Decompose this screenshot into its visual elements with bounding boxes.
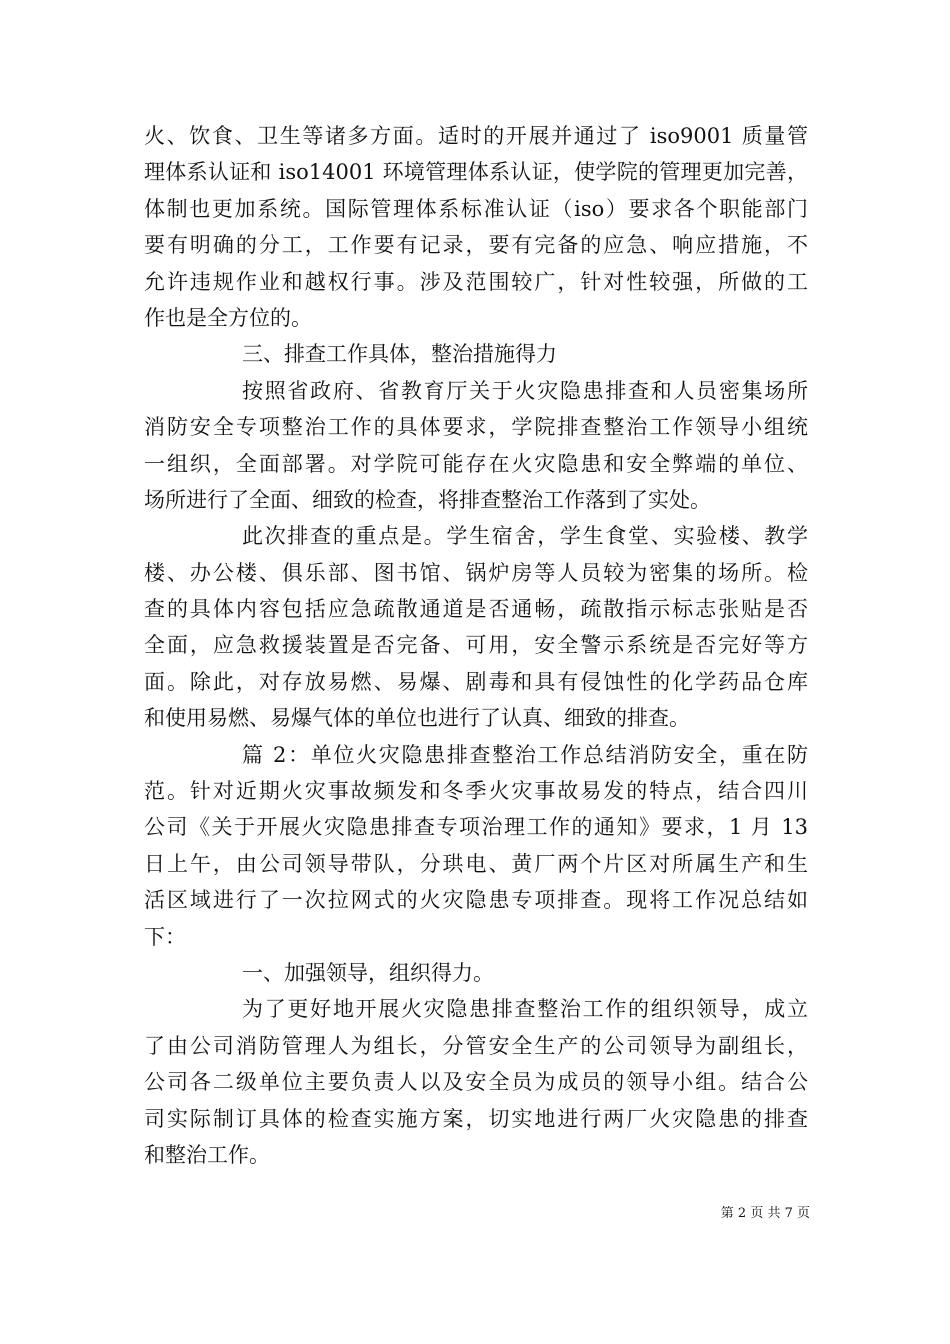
paragraph-line: 公司《关于开展火灾隐患排查专项治理工作的通知》要求，1 月 13 [144,815,808,840]
section-heading: 一、加强领导，组织得力。 [242,960,494,985]
paragraph-line: 日上午，由公司领导带队，分珙电、黄厂两个片区对所属生产和生 [144,851,808,876]
paragraph-line: 篇 2：单位火灾隐患排查整治工作总结消防安全，重在防 [242,742,808,767]
paragraph-line: 楼、办公楼、俱乐部、图书馆、锅炉房等人员较为密集的场所。检 [144,560,808,585]
paragraph-line: 场所进行了全面、细致的检查，将排查整治工作落到了实处。 [144,487,711,512]
paragraph-line: 体制也更加系统。国际管理体系标准认证（iso）要求各个职能部门 [144,196,808,221]
paragraph-line: 和整治工作。 [144,1142,270,1167]
paragraph-line: 火、饮食、卫生等诸多方面。适时的开展并通过了 iso9001 质量管 [144,124,808,148]
paragraph-line: 允许违规作业和越权行事。涉及范围较广，针对性较强，所做的工 [144,269,808,294]
paragraph-line: 全面，应急救援装置是否完备、可用，安全警示系统是否完好等方 [144,633,808,658]
paragraph-line: 范。针对近期火灾事故频发和冬季火灾事故易发的特点，结合四川 [144,779,808,804]
paragraph-line: 一组织，全面部署。对学院可能存在火灾隐患和安全弊端的单位、 [144,451,808,476]
paragraph-line: 为了更好地开展火灾隐患排查整治工作的组织领导，成立 [242,997,808,1022]
paragraph-line: 作也是全方位的。 [144,305,312,330]
paragraph-line: 消防安全专项整治工作的具体要求，学院排查整治工作领导小组统 [144,415,808,440]
paragraph-line: 下： [144,924,186,949]
paragraph-line: 活区域进行了一次拉网式的火灾隐患专项排查。现将工作况总结如 [144,888,808,913]
paragraph-line: 此次排查的重点是。学生宿舍，学生食堂、实验楼、教学 [242,524,808,549]
section-heading: 三、排查工作具体，整治措施得力 [242,342,557,367]
paragraph-line: 要有明确的分工，工作要有记录，要有完备的应急、响应措施，不 [144,233,808,258]
body-text [144,118,808,1173]
paragraph-line: 了由公司消防管理人为组长，分管安全生产的公司领导为副组长， [144,1033,808,1058]
paragraph-line: 查的具体内容包括应急疏散通道是否通畅，疏散指示标志张贴是否 [144,597,808,622]
paragraph-line: 理体系认证和 iso14001 环境管理体系认证，使学院的管理更加完善， [144,160,808,185]
paragraph-line: 司实际制订具体的检查实施方案，切实地进行两厂火灾隐患的排查 [144,1106,808,1131]
page-number: 第 2 页 共 7 页 [720,1206,810,1221]
paragraph-line: 公司各二级单位主要负责人以及安全员为成员的领导小组。结合公 [144,1070,808,1095]
paragraph-line: 按照省政府、省教育厅关于火灾隐患排查和人员密集场所 [242,378,808,403]
paragraph-line: 和使用易燃、易爆气体的单位也进行了认真、细致的排查。 [144,706,690,731]
paragraph-line: 面。除此，对存放易燃、易爆、剧毒和具有侵蚀性的化学药品仓库 [144,669,808,694]
